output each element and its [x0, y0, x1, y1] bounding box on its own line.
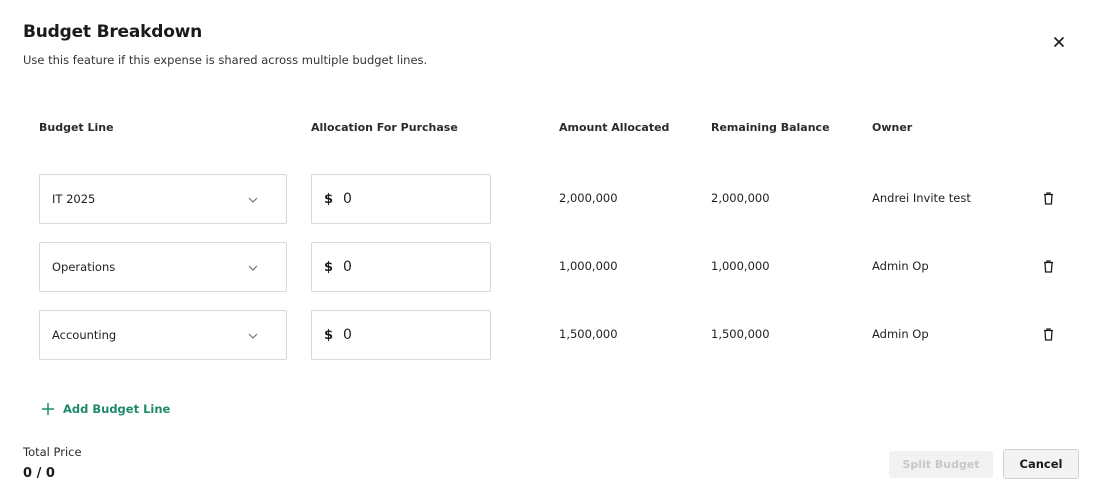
total-price-value: 0 / 0 — [23, 466, 55, 481]
currency-symbol: $ — [324, 259, 334, 275]
header-budget-line: Budget Line — [39, 121, 114, 134]
remaining-balance: 2,000,000 — [711, 191, 770, 205]
budget-line-select[interactable] — [39, 242, 287, 292]
allocation-input[interactable] — [343, 191, 473, 207]
split-budget-button[interactable]: Split Budget — [889, 451, 993, 478]
allocation-field[interactable] — [311, 242, 491, 292]
header-remaining-balance: Remaining Balance — [711, 121, 830, 134]
budget-line-value: Operations — [52, 260, 116, 274]
header-amount-allocated: Amount Allocated — [559, 121, 670, 134]
add-budget-line-label: Add Budget Line — [63, 402, 171, 416]
close-icon[interactable] — [1051, 34, 1067, 50]
trash-icon[interactable] — [1040, 325, 1056, 343]
allocation-field[interactable] — [311, 310, 491, 360]
owner: Andrei Invite test — [872, 191, 971, 205]
total-price-label: Total Price — [23, 445, 82, 459]
amount-allocated: 1,500,000 — [559, 327, 618, 341]
header-allocation: Allocation For Purchase — [311, 121, 458, 134]
table-row — [0, 242, 1100, 292]
budget-line-value: IT 2025 — [52, 192, 96, 206]
chevron-down-icon — [246, 261, 260, 275]
budget-line-value: Accounting — [52, 328, 117, 342]
budget-line-select[interactable] — [39, 174, 287, 224]
trash-icon[interactable] — [1040, 189, 1056, 207]
amount-allocated: 2,000,000 — [559, 191, 618, 205]
remaining-balance: 1,000,000 — [711, 259, 770, 273]
plus-icon — [41, 402, 55, 416]
add-budget-line-button[interactable] — [41, 402, 170, 416]
table-row — [0, 174, 1100, 224]
amount-allocated: 1,000,000 — [559, 259, 618, 273]
table-row — [0, 310, 1100, 360]
remaining-balance: 1,500,000 — [711, 327, 770, 341]
dialog-title: Budget Breakdown — [23, 22, 203, 42]
header-owner: Owner — [872, 121, 913, 134]
currency-symbol: $ — [324, 327, 334, 343]
allocation-input[interactable] — [343, 327, 473, 343]
owner: Admin Op — [872, 259, 929, 273]
trash-icon[interactable] — [1040, 257, 1056, 275]
budget-line-select[interactable] — [39, 310, 287, 360]
allocation-input[interactable] — [343, 259, 473, 275]
chevron-down-icon — [246, 329, 260, 343]
owner: Admin Op — [872, 327, 929, 341]
cancel-button[interactable]: Cancel — [1003, 449, 1079, 479]
allocation-field[interactable] — [311, 174, 491, 224]
chevron-down-icon — [246, 193, 260, 207]
dialog-subtitle: Use this feature if this expense is shared across multiple budget lines. — [23, 53, 428, 67]
currency-symbol: $ — [324, 191, 334, 207]
